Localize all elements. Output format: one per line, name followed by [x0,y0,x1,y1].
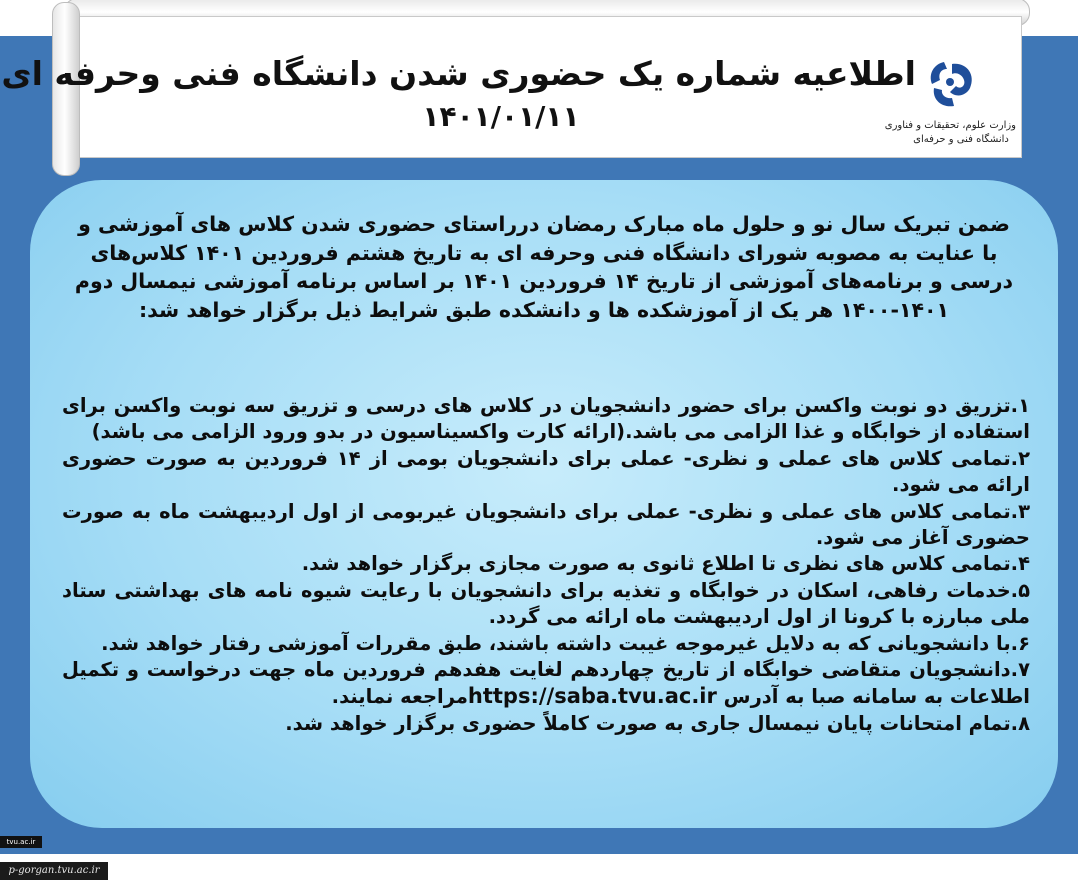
intro-line: با عنایت به مصوبه شورای دانشگاه فنی وحرفه ای به تاریخ هشتم فروردین ۱۴۰۱ کلاس‌های [90,240,998,265]
rules-list [62,393,1030,737]
list-item: ۶.با دانشجویانی که به دلایل غیرموجه غیبت داشته باشند، طبق مقررات آموزشی رفتار خواهد شد. [101,631,1030,655]
intro-line: ضمن تبریک سال نو و حلول ماه مبارک رمضان درراستای حضوری شدن کلاس های آموزشی و [78,212,1010,236]
list-item: ۱.تزریق دو نوبت واکسن برای حضور دانشجویان در کلاس های درسی و تزریق سه نوبت واکسن برای استفاده از خوابگاه و غذا الزامی می باشد.(ارائه کارت واکسیناسیون در بدو ورود الزامی می باشد) [62,394,1030,444]
announcement-date: ۱۴۰۱/۰۱/۱۱ [422,100,580,133]
logo-university-text: دانشگاه فنی و حرفه‌ای [913,134,1009,145]
intro-paragraph [60,210,1028,324]
intro-line: درسی و برنامه‌های آموزشی از تاریخ ۱۴ فروردین ۱۴۰۱ بر اساس برنامه آموزشی نیمسال دوم [74,269,1014,293]
announcement-title: اطلاعیه شماره یک حضوری شدن دانشگاه فنی وحرفه ای [1,54,916,93]
logo-ministry-text: وزارت علوم، تحقیقات و فناوری [884,120,1016,131]
saba-link[interactable]: https://saba.tvu.ac.ir [467,684,717,709]
list-item: ۸.تمام امتحانات پایان نیمسال جاری به صورت کاملاً حضوری برگزار خواهد شد. [285,711,1030,735]
list-item [62,657,1030,711]
list-item: ۳.تمامی کلاس های عملی و نظری- عملی برای دانشجویان غیربومی از اول اردیبهشت ماه به صورت حضوری آغاز می شود. [62,499,1030,550]
list-item: ۵.خدمات رفاهی، اسکان در خوابگاه و تغذیه برای دانشجویان با رعایت شیوه نامه های بهداشتی ستاد ملی مبارزه با کرونا از اول اردیبهشت ماه ارائه می گردد. [62,578,1030,629]
intro-line: ۱۴۰۰-۱۴۰۱ هر یک از آموزشکده ها و دانشکده طبق شرایط ذیل برگزار خواهد شد: [138,297,949,322]
footer-site-link[interactable]: p-gorgan.tvu.ac.ir [0,862,108,880]
item7-suffix: مراجعه نمایند. [331,685,468,709]
corner-badge: tvu.ac.ir [0,836,42,848]
list-item: ۲.تمامی کلاس های عملی و نظری- عملی برای دانشجویان بومی از ۱۴ فروردین به صورت حضوری ارائه می شود. [62,446,1030,497]
item7-text: ۷.دانشجویان متقاضی خوابگاه از تاریخ چهاردهم لغایت هفدهم فروردین ماه جهت درخواست و تکمیل اطلاعات به سامانه صبا به آدرس [62,658,1030,709]
list-item: ۴.تمامی کلاس های نظری تا اطلاع ثانوی به صورت مجازی برگزار خواهد شد. [301,552,1030,576]
